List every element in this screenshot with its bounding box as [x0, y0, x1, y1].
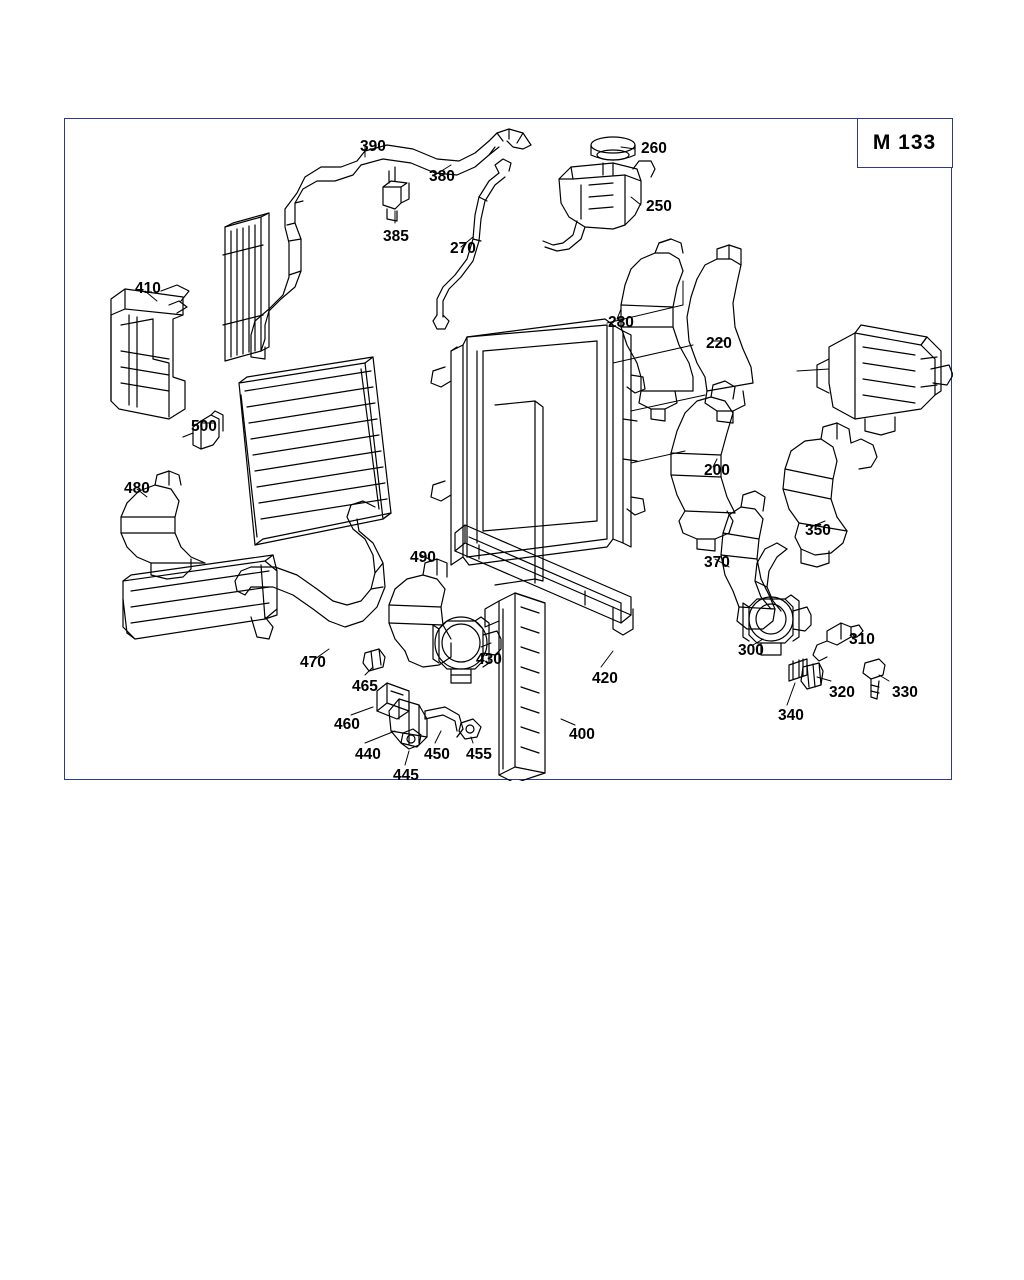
callout-465: 465 — [352, 678, 378, 695]
part-320-clamp — [801, 663, 823, 689]
part-460-bracket — [377, 683, 409, 719]
part-right-hose-connector — [755, 543, 787, 611]
callout-320: 320 — [829, 684, 855, 701]
part-right-unit — [817, 325, 953, 435]
part-lower-left-cooler — [123, 555, 277, 639]
part-400-air-guide — [485, 593, 545, 781]
callout-440: 440 — [355, 746, 381, 763]
part-465-clip — [363, 649, 385, 671]
callout-220: 220 — [706, 335, 732, 352]
callout-410: 410 — [135, 280, 161, 297]
model-badge — [857, 118, 953, 168]
parts-diagram-frame — [64, 118, 952, 784]
part-330-bolt — [863, 659, 885, 699]
part-410-shape — [111, 285, 189, 419]
part-220-hose — [687, 245, 753, 423]
callout-445: 445 — [393, 767, 419, 784]
callout-310: 310 — [849, 631, 875, 648]
callout-420: 420 — [592, 670, 618, 687]
callout-450: 450 — [424, 746, 450, 763]
callout-390: 390 — [360, 138, 386, 155]
callout-330: 330 — [892, 684, 918, 701]
part-500-cooler — [223, 213, 269, 361]
callout-250: 250 — [646, 198, 672, 215]
part-condenser — [239, 357, 391, 545]
callout-430: 430 — [476, 651, 502, 668]
part-260-cap — [591, 137, 635, 160]
callout-470: 470 — [300, 654, 326, 671]
callout-385: 385 — [383, 228, 409, 245]
callout-350: 350 — [805, 522, 831, 539]
part-440-bracket — [389, 699, 427, 747]
callout-340: 340 — [778, 707, 804, 724]
callout-200: 200 — [704, 462, 730, 479]
part-420-frame — [455, 525, 633, 635]
callout-380: 380 — [429, 168, 455, 185]
part-250-tank — [543, 161, 655, 251]
part-430-pump — [433, 617, 501, 683]
part-450-clamp — [425, 707, 463, 737]
callout-455: 455 — [466, 746, 492, 763]
part-445-nut — [401, 729, 421, 749]
callout-370: 370 — [704, 554, 730, 571]
part-350-hose — [783, 423, 877, 567]
part-455-nut — [459, 719, 481, 739]
callout-400: 400 — [569, 726, 595, 743]
part-radiator-main — [431, 319, 645, 585]
callout-500: 500 — [191, 418, 217, 435]
part-490-hose — [389, 559, 451, 667]
callout-260: 260 — [641, 140, 667, 157]
callout-280: 280 — [608, 314, 634, 331]
part-470-hose — [235, 501, 385, 627]
callout-270: 270 — [450, 240, 476, 257]
callout-480: 480 — [124, 480, 150, 497]
callout-300: 300 — [738, 642, 764, 659]
part-340-spring — [789, 659, 807, 681]
callout-460: 460 — [334, 716, 360, 733]
callout-490: 490 — [410, 549, 436, 566]
model-badge-label: M 133 — [872, 130, 937, 154]
parts-diagram-artwork — [65, 119, 953, 781]
callout-leader-lines — [137, 145, 889, 765]
